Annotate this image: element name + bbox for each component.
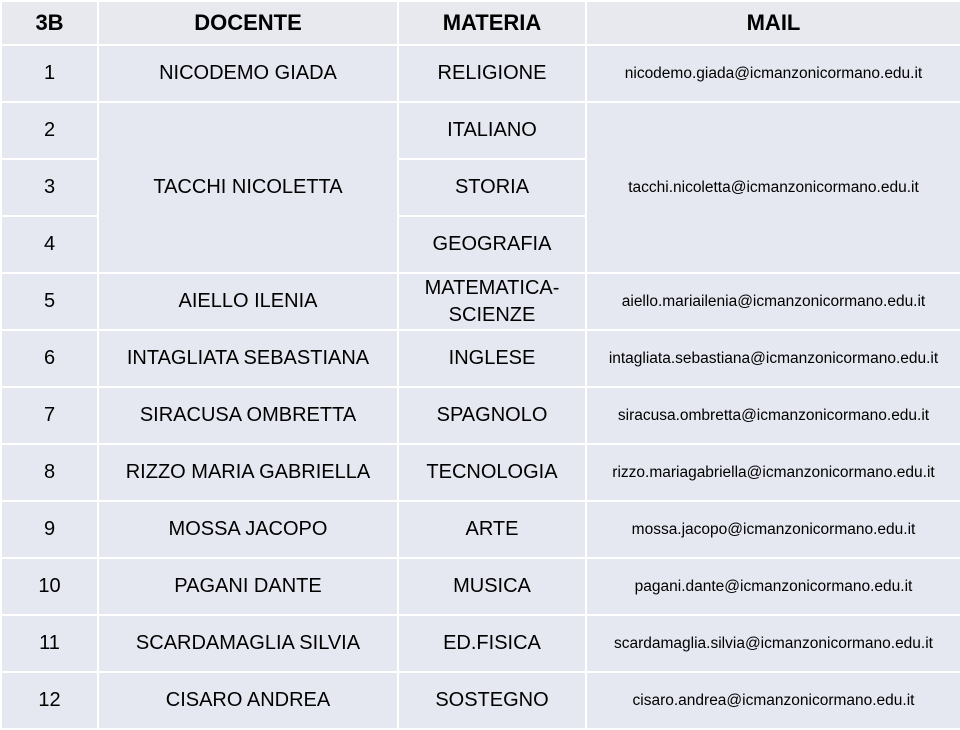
table-row <box>1 501 960 558</box>
row-number: 12 <box>1 672 98 729</box>
row-number: 11 <box>1 615 98 672</box>
header-docente: DOCENTE <box>98 1 398 45</box>
materia-cell: ITALIANO <box>398 102 586 159</box>
mail-cell[interactable]: mossa.jacopo@icmanzonicormano.edu.it <box>586 501 960 558</box>
row-number: 2 <box>1 102 98 159</box>
materia-cell: ED.FISICA <box>398 615 586 672</box>
docente-cell: MOSSA JACOPO <box>98 501 398 558</box>
materia-cell: STORIA <box>398 159 586 216</box>
docente-cell: INTAGLIATA SEBASTIANA <box>98 330 398 387</box>
materia-cell: SOSTEGNO <box>398 672 586 729</box>
table-row <box>1 273 960 330</box>
row-number: 4 <box>1 216 98 273</box>
mail-cell[interactable]: scardamaglia.silvia@icmanzonicormano.edu.it <box>586 615 960 672</box>
row-number: 1 <box>1 45 98 102</box>
materia-cell: GEOGRAFIA <box>398 216 586 273</box>
mail-cell[interactable]: siracusa.ombretta@icmanzonicormano.edu.it <box>586 387 960 444</box>
mail-cell[interactable]: rizzo.mariagabriella@icmanzonicormano.edu.it <box>586 444 960 501</box>
mail-cell[interactable]: pagani.dante@icmanzonicormano.edu.it <box>586 558 960 615</box>
header-materia: MATERIA <box>398 1 586 45</box>
mail-cell[interactable]: nicodemo.giada@icmanzonicormano.edu.it <box>586 45 960 102</box>
row-number: 10 <box>1 558 98 615</box>
materia-cell: SPAGNOLO <box>398 387 586 444</box>
table-row <box>1 330 960 387</box>
row-number: 9 <box>1 501 98 558</box>
row-number: 8 <box>1 444 98 501</box>
materia-cell: RELIGIONE <box>398 45 586 102</box>
header-mail: MAIL <box>586 1 960 45</box>
row-number: 5 <box>1 273 98 330</box>
materia-cell: TECNOLOGIA <box>398 444 586 501</box>
table-row <box>1 672 960 729</box>
row-number: 6 <box>1 330 98 387</box>
docente-cell: SIRACUSA OMBRETTA <box>98 387 398 444</box>
table-row <box>1 615 960 672</box>
row-number: 7 <box>1 387 98 444</box>
mail-cell[interactable]: tacchi.nicoletta@icmanzonicormano.edu.it <box>586 102 960 273</box>
materia-cell: ARTE <box>398 501 586 558</box>
docente-cell: CISARO ANDREA <box>98 672 398 729</box>
header-class: 3B <box>1 1 98 45</box>
docente-cell: SCARDAMAGLIA SILVIA <box>98 615 398 672</box>
table-row <box>1 387 960 444</box>
mail-cell[interactable]: aiello.mariailenia@icmanzonicormano.edu.it <box>586 273 960 330</box>
table-row <box>1 102 960 159</box>
header-row <box>1 1 960 45</box>
mail-cell[interactable]: cisaro.andrea@icmanzonicormano.edu.it <box>586 672 960 729</box>
docente-cell: PAGANI DANTE <box>98 558 398 615</box>
table-row <box>1 444 960 501</box>
materia-cell: MATEMATICA-SCIENZE <box>398 273 586 330</box>
row-number: 3 <box>1 159 98 216</box>
docente-cell: TACCHI NICOLETTA <box>98 102 398 273</box>
docente-cell: NICODEMO GIADA <box>98 45 398 102</box>
docente-cell: RIZZO MARIA GABRIELLA <box>98 444 398 501</box>
table-row <box>1 558 960 615</box>
materia-cell: INGLESE <box>398 330 586 387</box>
mail-cell[interactable]: intagliata.sebastiana@icmanzonicormano.edu.it <box>586 330 960 387</box>
docente-cell: AIELLO ILENIA <box>98 273 398 330</box>
materia-cell: MUSICA <box>398 558 586 615</box>
table-row <box>1 45 960 102</box>
